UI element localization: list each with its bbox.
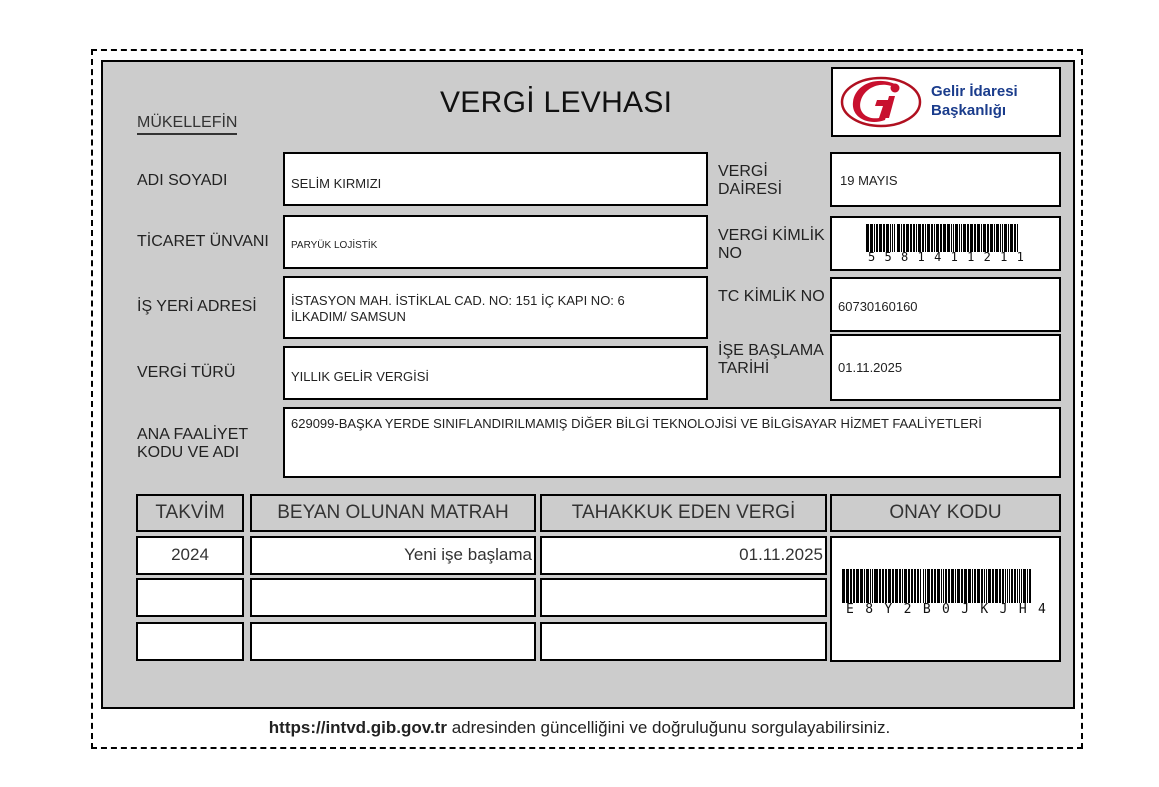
table-header-beyan-olunan-matrah: BEYAN OLUNAN MATRAH: [250, 494, 536, 532]
label-adi-soyadi: ADI SOYADI: [137, 172, 228, 189]
onay-kodu-barcode-icon: [842, 569, 1050, 603]
page-title: VERGİ LEVHASI: [440, 86, 673, 119]
field-vergi-dairesi: [830, 152, 1061, 207]
label-vkn-line2: NO: [718, 245, 742, 262]
label-ise-baslama-tarihi: [718, 342, 824, 378]
value-tc-kimlik-no: 60730160160: [838, 299, 918, 314]
label-ana-faaliyet-line2: KODU VE ADI: [137, 444, 240, 461]
field-tc-kimlik-no: [830, 277, 1061, 332]
vkn-barcode-digits: 5 5 8 1 4 1 1 2 1 1: [868, 250, 1024, 264]
vkn-barcode-icon: [866, 224, 1026, 252]
table-cell-takvim-3: [136, 622, 244, 661]
table-cell-vergi-2: [540, 578, 827, 617]
table-cell-matrah-3: [250, 622, 536, 661]
onay-kodu-digits: E 8 Y 2 B 0 J K J H 4: [846, 602, 1046, 617]
logo-line-2: Başkanlığı: [931, 102, 1007, 119]
label-vergi-dairesi: [718, 163, 782, 199]
field-ana-faaliyet: [283, 407, 1061, 478]
verification-footer: [0, 718, 1159, 738]
gib-logo: [831, 67, 1061, 137]
verification-link[interactable]: https://intvd.gib.gov.tr: [268, 718, 447, 737]
table-cell-takvim-1: 2024: [136, 536, 244, 575]
value-vergi-turu: YILLIK GELİR VERGİSİ: [291, 369, 429, 384]
gib-logo-icon: [839, 74, 923, 130]
label-vergi-dairesi-line2: DAİRESİ: [718, 181, 783, 198]
value-adres-line2: İLKADIM/ SAMSUN: [291, 309, 406, 324]
field-vergi-kimlik-no: [830, 216, 1061, 271]
onay-kodu-cell: [830, 536, 1061, 662]
label-is-yeri-adresi: İŞ YERİ ADRESİ: [137, 298, 257, 315]
value-vergi-dairesi: 19 MAYIS: [840, 173, 898, 188]
value-adi-soyadi: SELİM KIRMIZI: [291, 176, 382, 191]
label-ana-faaliyet-line1: ANA FAALİYET: [137, 426, 249, 443]
label-vergi-kimlik-no: [718, 227, 825, 263]
table-header-tahakkuk-eden-vergi: TAHAKKUK EDEN VERGİ: [540, 494, 827, 532]
value-adres-line1: İSTASYON MAH. İSTİKLAL CAD. NO: 151 İÇ KAPI NO: 6: [291, 293, 625, 308]
table-cell-takvim-2: [136, 578, 244, 617]
value-ticaret-unvani: PARYÜK LOJİSTİK: [291, 240, 378, 251]
field-vergi-turu: [283, 346, 708, 400]
field-ise-baslama-tarihi: [830, 334, 1061, 401]
table-header-onay-kodu: ONAY KODU: [830, 494, 1061, 532]
value-ana-faaliyet: 629099-BAŞKA YERDE SINIFLANDIRILMAMIŞ DİĞER BİLGİ TEKNOLOJİSİ VE BİLGİSAYAR HİZMET FAALİYETLERİ: [291, 416, 982, 431]
label-vkn-line1: VERGİ KİMLİK: [718, 227, 825, 244]
section-label-mukellef: MÜKELLEFİN: [137, 114, 237, 135]
value-ise-baslama-tarihi: 01.11.2025: [838, 360, 903, 375]
label-ana-faaliyet: [137, 426, 248, 462]
label-ise-baslama-line1: İŞE BAŞLAMA: [718, 342, 824, 359]
logo-line-1: Gelir İdaresi: [931, 83, 1018, 100]
table-cell-vergi-3: [540, 622, 827, 661]
label-vergi-dairesi-line1: VERGİ: [718, 163, 768, 180]
table-cell-matrah-1: Yeni işe başlama: [250, 536, 536, 575]
footer-text: adresinden güncelliğini ve doğruluğunu sorgulayabilirsiniz.: [446, 718, 891, 737]
field-is-yeri-adresi: [283, 276, 708, 339]
label-ticaret-unvani: TİCARET ÜNVANI: [137, 233, 269, 250]
label-vergi-turu: VERGİ TÜRÜ: [137, 364, 236, 381]
table-cell-matrah-2: [250, 578, 536, 617]
table-header-takvim: TAKVİM: [136, 494, 244, 532]
value-is-yeri-adresi: [291, 293, 625, 325]
table-cell-vergi-1: 01.11.2025: [540, 536, 827, 575]
field-adi-soyadi: [283, 152, 708, 206]
logo-text: [931, 82, 1018, 120]
field-ticaret-unvani: [283, 215, 708, 269]
label-tc-kimlik-no: TC KİMLİK NO: [718, 288, 825, 305]
label-ise-baslama-line2: TARİHİ: [718, 360, 770, 377]
